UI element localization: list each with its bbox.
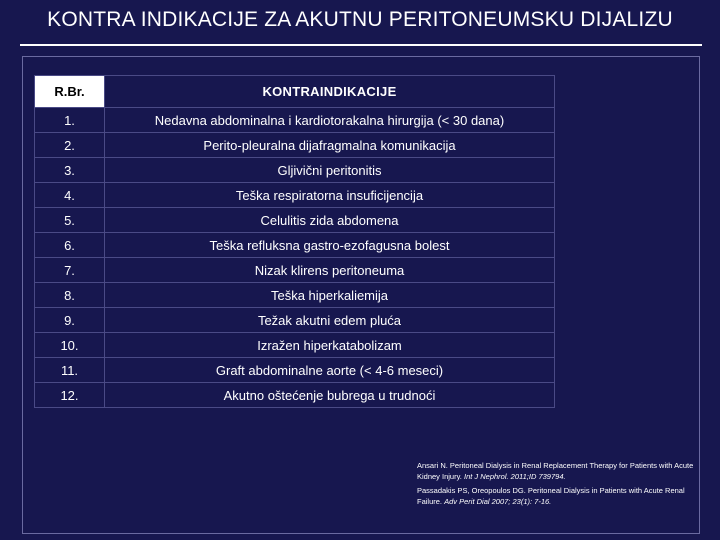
table-row xyxy=(35,183,555,208)
table-row xyxy=(35,383,555,408)
table-row xyxy=(35,108,555,133)
table-row xyxy=(35,208,555,233)
row-text: Nizak klirens peritoneuma xyxy=(105,258,555,283)
table-header-row xyxy=(35,76,555,108)
table-row xyxy=(35,158,555,183)
row-number: 1. xyxy=(35,108,105,133)
row-number: 12. xyxy=(35,383,105,408)
reference-text: Passadakis PS, Oreopoulos DG. Peritoneal Dialysis in Patients with Acute Renal Failure. xyxy=(417,486,685,506)
reference-source: Adv Perit Dial 2007; 23(1): 7-16. xyxy=(444,496,552,506)
references xyxy=(417,461,707,511)
contraindications-table xyxy=(34,75,555,408)
row-number: 2. xyxy=(35,133,105,158)
reference-source: Int J Nephrol. 2011;ID 739794. xyxy=(463,471,566,481)
table-row xyxy=(35,258,555,283)
table-row xyxy=(35,308,555,333)
row-text: Težak akutni edem pluća xyxy=(105,308,555,333)
row-number: 8. xyxy=(35,283,105,308)
title-divider xyxy=(20,44,702,46)
row-text: Perito-pleuralna dijafragmalna komunikacija xyxy=(105,133,555,158)
row-number: 7. xyxy=(35,258,105,283)
header-number: R.Br. xyxy=(35,76,105,108)
table-row xyxy=(35,333,555,358)
table-row xyxy=(35,358,555,383)
row-number: 9. xyxy=(35,308,105,333)
row-text: Nedavna abdominalna i kardiotorakalna hirurgija (< 30 dana) xyxy=(105,108,555,133)
row-text: Graft abdominalne aorte (< 4-6 meseci) xyxy=(105,358,555,383)
row-text: Teška refluksna gastro-ezofagusna bolest xyxy=(105,233,555,258)
row-number: 10. xyxy=(35,333,105,358)
row-text: Celulitis zida abdomena xyxy=(105,208,555,233)
row-number: 4. xyxy=(35,183,105,208)
row-text: Izražen hiperkatabolizam xyxy=(105,333,555,358)
row-text: Teška hiperkaliemija xyxy=(105,283,555,308)
table-row xyxy=(35,283,555,308)
row-number: 5. xyxy=(35,208,105,233)
reference-item xyxy=(417,486,707,507)
table-row xyxy=(35,233,555,258)
slide-title: KONTRA INDIKACIJE ZA AKUTNU PERITONEUMSKU DIJALIZU xyxy=(47,8,673,31)
row-number: 6. xyxy=(35,233,105,258)
header-contraindications: KONTRAINDIKACIJE xyxy=(105,76,555,108)
row-text: Akutno oštećenje bubrega u trudnoći xyxy=(105,383,555,408)
reference-item xyxy=(417,461,707,482)
row-text: Gljivični peritonitis xyxy=(105,158,555,183)
row-number: 11. xyxy=(35,358,105,383)
row-number: 3. xyxy=(35,158,105,183)
table-row xyxy=(35,133,555,158)
reference-text: Ansari N. Peritoneal Dialysis in Renal Replacement Therapy for Patients with Acute Kidney Injury. xyxy=(417,461,694,481)
row-text: Teška respiratorna insuficijencija xyxy=(105,183,555,208)
